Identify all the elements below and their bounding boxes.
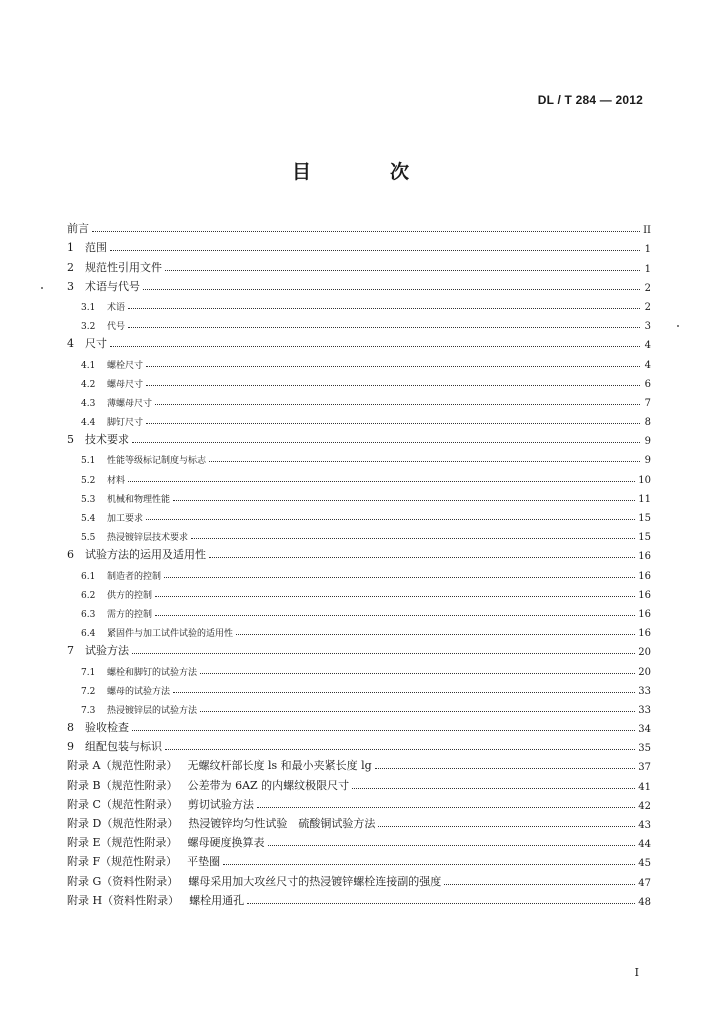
toc-entry-label [67,569,161,582]
toc-entry-title: 热浸镀锌层的试验方法 [107,705,198,716]
toc-entry[interactable] [67,371,651,390]
toc-entry-title: 制造者的控制 [107,571,162,582]
toc-entry-page: 20 [638,647,651,659]
toc-entry-page: 1 [644,263,651,275]
toc-entry-page: 15 [638,532,651,544]
dot-leader [257,807,635,808]
toc-entry[interactable] [67,812,651,831]
toc-entry-number: 附录 G（资料性附录） [67,874,179,888]
dot-leader [146,423,640,424]
toc-entry-label [67,319,125,332]
standard-code: DL / T 284 — 2012 [537,93,643,107]
toc-entry-number: 8 [67,721,74,735]
toc-entry-title: 尺寸 [85,337,107,351]
toc-entry-label [67,588,152,601]
toc-entry[interactable] [67,754,651,773]
toc-entry-label [67,738,162,754]
toc-entry-title: 平垫圈 [187,855,221,869]
toc-entry-number: 7.3 [81,705,96,716]
toc-entry-title: 机械和物理性能 [107,494,171,505]
page-number: I [634,966,639,979]
toc-entry-title: 术语与代号 [85,279,140,293]
toc-entry-label [67,278,140,294]
toc-entry-page: 9 [644,436,651,448]
toc-entry-page: 45 [638,858,651,870]
dot-leader [223,864,635,865]
toc-entry-title: 热浸镀锌层技术要求 [107,533,189,544]
toc-entry-label [67,873,441,889]
toc-entry-title: 前言 [67,222,89,236]
toc-entry-number: 1 [67,241,74,255]
toc-entry-number: 附录 B（规范性附录） [67,778,178,792]
toc-entry[interactable] [67,217,651,236]
toc-entry-label [67,719,129,735]
toc-entry-number: 7.2 [81,686,96,697]
page-title: 目 次 [291,161,439,183]
dot-leader [128,481,635,482]
toc-entry[interactable] [67,831,651,850]
toc-entry-number: 6.2 [81,590,96,601]
toc-entry-page: 35 [638,743,651,755]
dot-leader [143,289,640,290]
toc-entry-label [67,396,152,409]
toc-entry-page: 44 [638,839,651,851]
toc-entry[interactable] [67,428,651,447]
toc-entry-label [67,415,143,428]
toc-entry-title: 技术要求 [85,433,129,447]
toc-entry-page: 16 [638,570,651,582]
toc-entry[interactable] [67,505,651,524]
toc-entry-label [67,626,233,639]
toc-entry-title: 螺母的试验方法 [107,686,171,697]
toc-entry-number: 5 [67,433,74,447]
toc-entry-number: 6.1 [81,571,96,582]
toc-entry-number: 附录 E（规范性附录） [67,836,178,850]
dot-leader [209,557,635,558]
toc-entry-page: 37 [638,762,651,774]
toc-entry-title: 试验方法的运用及适用性 [85,548,206,562]
toc-entry-label [67,492,170,505]
dot-leader [268,845,636,846]
toc-entry-page: 2 [644,301,651,313]
toc-entry-title: 验收检查 [85,721,129,735]
dot-leader [173,500,635,501]
toc-entry-page: 33 [638,685,651,697]
toc-entry-label [67,777,349,793]
toc-entry-page: II [643,225,651,237]
toc-entry-page: 20 [638,666,651,678]
toc-entry-page: 10 [638,474,651,486]
toc-entry-label [67,511,143,524]
toc-entry-page: 16 [638,589,651,601]
toc-entry-title: 螺母硬度换算表 [187,836,265,850]
dot-leader [155,404,640,405]
dot-leader [191,538,635,539]
toc-entry-number: 7 [67,644,74,658]
dot-leader [378,826,635,827]
toc-entry-page: 1 [644,244,651,256]
dot-leader [92,231,640,232]
toc-entry-number: 6.4 [81,629,96,640]
scan-speck [41,287,43,289]
toc-entry[interactable] [67,275,651,294]
toc-entry-page: 4 [644,340,651,352]
toc-entry-label [67,642,129,658]
toc-entry-number: 5.5 [81,533,96,544]
toc-entry-label [67,796,254,812]
dot-leader [247,903,635,904]
toc-entry-number: 3 [67,279,74,293]
toc-entry-title: 螺母采用加大攻丝尺寸的热浸镀锌螺栓连接副的强度 [188,874,442,888]
toc-entry[interactable] [67,716,651,735]
toc-entry-title: 螺栓尺寸 [107,360,144,371]
dot-leader [146,366,640,367]
toc-entry-number: 6 [67,548,74,562]
toc-entry-number: 6.3 [81,609,96,620]
toc-entry-page: 16 [638,551,651,563]
toc-entry-number: 5.3 [81,494,96,505]
dot-leader [165,749,635,750]
toc-entry-page: 47 [638,877,651,889]
dot-leader [173,692,635,693]
toc-entry[interactable] [67,582,651,601]
toc-entry-page: 7 [644,397,651,409]
dot-leader [146,519,635,520]
scan-speck [677,325,679,327]
toc-entry-label [67,684,170,697]
dot-leader [236,634,635,635]
toc-entry-label [67,220,89,236]
dot-leader [132,442,640,443]
toc-entry-label [67,546,206,562]
toc-entry-number: 2 [67,260,74,274]
toc-entry[interactable] [67,735,651,754]
dot-leader [165,270,640,271]
toc-entry-label [67,834,265,850]
toc-entry[interactable] [67,294,651,313]
toc-entry-number: 3.1 [81,302,96,313]
toc-entry-label [67,703,197,716]
toc-entry-number: 5.2 [81,475,96,486]
toc-entry-title: 材料 [107,475,126,486]
toc-entry-page: 4 [644,359,651,371]
toc-entry-page: 41 [638,781,651,793]
toc-entry-number: 3.2 [81,322,96,333]
toc-entry-page: 8 [644,417,651,429]
toc-entry-page: 16 [638,608,651,620]
toc-entry[interactable] [67,409,651,428]
toc-entry-number: 5.1 [81,456,96,467]
toc-entry-number: 附录 D（规范性附录） [67,817,179,830]
toc-entry-label [67,453,206,466]
toc-entry-label [67,239,107,255]
toc-entry-page: 33 [638,704,651,716]
toc-entry-label [67,530,188,543]
toc-entry[interactable] [67,793,651,812]
toc-entry-page: 11 [638,493,651,505]
toc-entry[interactable] [67,332,651,351]
toc-entry-label [67,431,129,447]
toc-entry[interactable] [67,543,651,562]
dot-leader [200,673,635,674]
toc-entry[interactable] [67,639,651,658]
toc-entry-label [67,300,125,313]
dot-leader [110,346,640,347]
toc-entry-title: 脚钉尺寸 [107,418,144,429]
toc-entry-title: 螺母尺寸 [107,379,144,390]
dot-leader [132,730,635,731]
dot-leader [200,711,635,712]
toc-entry-page: 9 [644,455,651,467]
toc-entry-label [67,757,372,773]
toc-entry-title: 代号 [107,322,126,333]
toc-entry-title: 热浸镀锌均匀性试验 硫酸铜试验方法 [188,817,376,830]
toc-entry-title: 公差带为 6AZ 的内螺纹极限尺寸 [187,778,350,792]
toc-entry[interactable] [67,678,651,697]
toc-entry-label [67,358,143,371]
toc-entry-title: 紧固件与加工试件试验的适用性 [107,629,234,640]
dot-leader [110,250,640,251]
toc-entry-label [67,815,375,831]
toc-entry[interactable] [67,601,651,620]
toc-entry-page: 42 [638,800,651,812]
dot-leader [375,768,636,769]
toc-entry[interactable] [67,620,651,639]
toc-entry-number: 4 [67,337,74,351]
toc-entry-number: 附录 H（资料性附录） [67,893,180,907]
toc-entry[interactable] [67,658,651,677]
table-of-contents [67,217,651,908]
toc-entry-number: 5.4 [81,514,96,524]
dot-leader [155,596,635,597]
toc-entry-title: 规范性引用文件 [85,260,162,274]
toc-entry[interactable] [67,255,651,274]
dot-leader [209,461,640,462]
toc-entry[interactable] [67,313,651,332]
toc-entry-label [67,665,197,678]
toc-entry-number: 7.1 [81,667,96,678]
toc-entry-title: 螺栓和脚钉的试验方法 [107,667,198,678]
toc-entry-page: 43 [638,820,651,831]
toc-entry-page: 34 [638,724,651,736]
toc-entry-page: 15 [638,513,651,524]
toc-entry-number: 4.1 [81,360,96,371]
toc-entry[interactable] [67,524,651,543]
toc-entry-page: 6 [644,378,651,390]
toc-entry[interactable] [67,466,651,485]
toc-entry-label [67,607,152,620]
toc-entry[interactable] [67,889,651,908]
toc-entry-number: 附录 A（规范性附录） [67,759,178,773]
toc-entry-page: 16 [638,628,651,640]
toc-entry-label [67,473,125,486]
dot-leader [164,577,635,578]
toc-entry[interactable] [67,773,651,792]
toc-entry[interactable] [67,562,651,581]
toc-entry-label [67,853,220,869]
toc-entry[interactable] [67,390,651,409]
toc-entry-number: 4.4 [81,418,96,429]
toc-entry-title: 剪切试验方法 [187,797,254,811]
toc-entry[interactable] [67,697,651,716]
toc-entry-number: 9 [67,740,74,754]
toc-entry-page: 2 [644,282,651,294]
toc-entry-label [67,377,143,390]
toc-entry[interactable] [67,236,651,255]
toc-entry-label [67,335,107,351]
toc-entry-number: 附录 F（规范性附录） [67,855,178,869]
toc-entry-title: 术语 [107,302,126,313]
dot-leader [155,615,635,616]
dot-leader [444,884,635,885]
toc-entry-title: 性能等级标记制度与标志 [107,456,207,467]
toc-entry-title: 薄螺母尺寸 [107,398,153,409]
toc-entry-title: 供方的控制 [107,590,153,601]
toc-entry[interactable] [67,850,651,869]
dot-leader [132,653,635,654]
toc-entry-title: 试验方法 [85,644,129,658]
dot-leader [146,385,640,386]
toc-entry[interactable] [67,351,651,370]
dot-leader [352,788,635,789]
toc-entry[interactable] [67,869,651,888]
toc-entry-number: 附录 C（规范性附录） [67,797,178,811]
toc-entry-label [67,259,162,275]
toc-entry-page: 48 [638,896,651,908]
dot-leader [128,308,640,309]
dot-leader [128,327,640,328]
toc-entry-page: 3 [644,321,651,333]
toc-entry[interactable] [67,447,651,466]
toc-entry-title: 无螺纹杆部长度 ls 和最小夹紧长度 lg [187,759,372,773]
toc-entry-title: 范围 [85,241,107,255]
toc-entry-title: 组配包装与标识 [85,740,162,754]
toc-entry-title: 加工要求 [107,514,144,524]
toc-entry-label [67,892,244,908]
toc-entry-number: 4.2 [81,379,96,390]
toc-entry-number: 4.3 [81,398,96,409]
toc-entry-title: 螺栓用通孔 [189,893,245,907]
toc-entry[interactable] [67,486,651,505]
toc-entry-title: 需方的控制 [107,609,153,620]
